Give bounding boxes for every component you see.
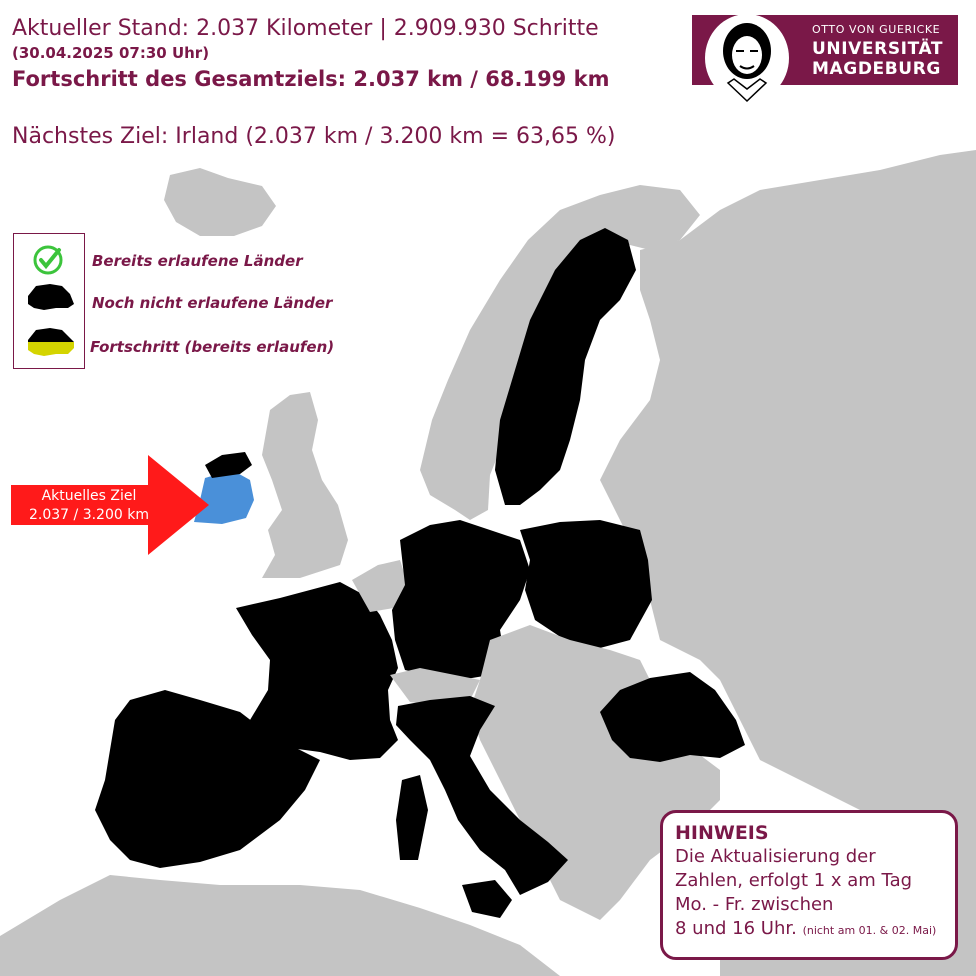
checkmark-icon — [32, 244, 64, 276]
notice-line-2: Zahlen, erfolgt 1 x am Tag — [675, 870, 913, 891]
logo-line-1: OTTO VON GUERICKE — [812, 23, 941, 36]
university-logo — [692, 15, 958, 85]
logo-line-3: MAGDEBURG — [812, 59, 941, 79]
sicily — [462, 880, 512, 918]
denmark — [455, 460, 490, 520]
notice-line-4 — [675, 917, 943, 943]
black-country-icon — [24, 282, 76, 314]
next-goal: Nächstes Ziel: Irland (2.037 km / 3.200 km = 63,65 %) — [12, 124, 616, 149]
header — [12, 14, 672, 96]
logo-line-2: UNIVERSITÄT — [812, 39, 944, 59]
legend-box — [13, 233, 85, 369]
notice-title: HINWEIS — [675, 822, 769, 844]
sardinia-corsica — [396, 775, 428, 860]
notice-box — [660, 810, 958, 960]
notice-line-3: Mo. - Fr. zwischen — [675, 894, 834, 915]
total-progress: Fortschritt des Gesamtziels: 2.037 km / 68.199 km — [12, 67, 610, 91]
timestamp: (30.04.2025 07:30 Uhr) — [12, 44, 210, 62]
notice-line-4-main: 8 und 16 Uhr. — [675, 918, 797, 939]
legend-not-walked-label: Noch nicht erlaufene Länder — [92, 294, 333, 312]
notice-line-1: Die Aktualisierung der — [675, 846, 876, 867]
current-target-value: 2.037 / 3.200 km — [29, 507, 149, 523]
legend-walked-label: Bereits erlaufene Länder — [92, 252, 303, 270]
current-target-title: Aktuelles Ziel — [41, 488, 137, 504]
guericke-portrait-icon — [700, 11, 794, 105]
legend-progress-label: Fortschritt (bereits erlaufen) — [90, 338, 335, 356]
great-britain — [262, 392, 348, 578]
progress-country-icon — [24, 324, 76, 360]
notice-line-4-note: (nicht am 01. & 02. Mai) — [802, 924, 937, 937]
iceland — [164, 168, 276, 236]
northern-ireland — [205, 452, 252, 478]
current-target-label — [14, 487, 164, 525]
status-line: Aktueller Stand: 2.037 Kilometer | 2.909.930 Schritte — [12, 16, 599, 41]
